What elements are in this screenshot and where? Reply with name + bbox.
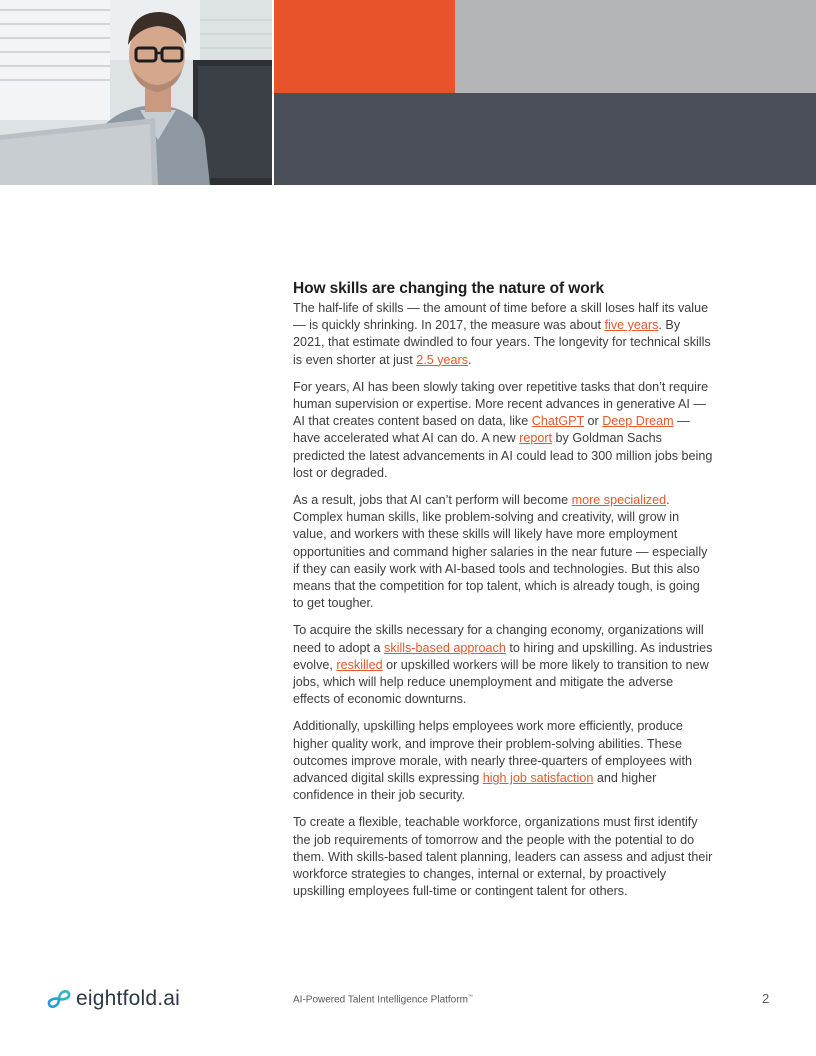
- tagline-text: AI-Powered Talent Intelligence Platform: [293, 994, 468, 1006]
- footer-tagline: [293, 994, 473, 1005]
- orange-color-block: [274, 0, 455, 93]
- link-report[interactable]: report: [519, 431, 553, 446]
- text-run: — have accelerated what AI can do. A new: [293, 414, 690, 446]
- text-run: or upskilled workers will be more likely to transition to new jobs, which will help reduce unemployment and mitigate the adverse effects of economic downturns.: [293, 657, 709, 707]
- text-run: For years, AI has been slowly taking over repetitive tasks that don’t require human supervision or expertise. More recent advances in generative AI — AI that creates content based on data, like: [293, 379, 709, 429]
- link-reskilled[interactable]: reskilled: [336, 657, 383, 672]
- link-2-5-years[interactable]: 2.5 years: [416, 352, 469, 367]
- text-run: or: [584, 414, 603, 429]
- text-run: . By 2021, that estimate dwindled to four years. The longevity for technical skills is even shorter at just: [293, 318, 711, 367]
- link-deep-dream[interactable]: Deep Dream: [602, 414, 674, 429]
- section-heading: How skills are changing the nature of work: [293, 280, 605, 297]
- link-more-specialized[interactable]: more specialized: [571, 493, 667, 508]
- link-skills-based-approach[interactable]: skills-based approach: [384, 640, 506, 655]
- eightfold-infinity-leaf-icon: [46, 985, 72, 1013]
- text-run: .: [468, 352, 472, 367]
- eightfold-logo[interactable]: [46, 985, 180, 1013]
- text-run: by Goldman Sachs predicted the latest advancements in AI could lead to 300 million jobs being lost or degraded.: [293, 431, 713, 480]
- link-chatgpt[interactable]: ChatGPT: [531, 414, 584, 429]
- text-run: to hiring and upskilling. As industries evolve,: [293, 640, 713, 672]
- dark-gray-color-block: [274, 93, 816, 185]
- trademark-mark: ™: [467, 994, 473, 1000]
- paragraph-specialized-jobs: [293, 492, 713, 612]
- paragraph-skills-based-approach: [293, 622, 713, 708]
- paragraph-flexible-workforce: [293, 814, 713, 900]
- text-run: Additionally, upskilling helps employees work more efficiently, produce higher quality work, and improve their problem-solving abilities. These outcomes improve morale, with nearly three-quarters of employees with advanced digital skills expressing: [293, 719, 692, 786]
- article-body: [293, 279, 713, 911]
- text-run: The half-life of skills — the amount of time before a skill loses half its value — is quickly shrinking. In 2017, the measure was about: [293, 301, 709, 333]
- text-run: To create a flexible, teachable workforce, organizations must first identify the job requirements of tomorrow and the people with the potential to do them. With skills-based talent planning, leaders can assess and adjust their workforce strategies to changes, internal or external, by proactively upskilling employees full-time or contingent talent for others.: [293, 815, 713, 899]
- logo-wordmark: eightfold.ai: [76, 987, 180, 1010]
- paragraph-upskilling: [293, 718, 713, 804]
- light-gray-color-block: [455, 0, 816, 93]
- text-run: To acquire the skills necessary for a changing economy, organizations will need to adopt a: [293, 623, 704, 655]
- header-banner: [0, 0, 816, 186]
- page-number: 2: [762, 991, 770, 1006]
- link-high-job-satisfaction[interactable]: high job satisfaction: [482, 771, 594, 786]
- text-run: . Complex human skills, like problem-solving and creativity, will grow in value, and workers with these skills will likely have more employment opportunities and command higher salaries in the near future — especially if they can easily work with AI-based tools and technologies. But this also means that the competition for top talent, which is already tough, is going to get tougher.: [293, 493, 708, 611]
- link-five-years[interactable]: five years: [604, 318, 659, 333]
- text-run: and higher confidence in their job security.: [293, 771, 657, 803]
- paragraph-generative-ai: [293, 379, 713, 482]
- man-with-glasses-at-computer-photo: [0, 0, 273, 185]
- paragraph-half-life: [293, 300, 713, 369]
- text-run: As a result, jobs that AI can’t perform will become: [293, 493, 572, 508]
